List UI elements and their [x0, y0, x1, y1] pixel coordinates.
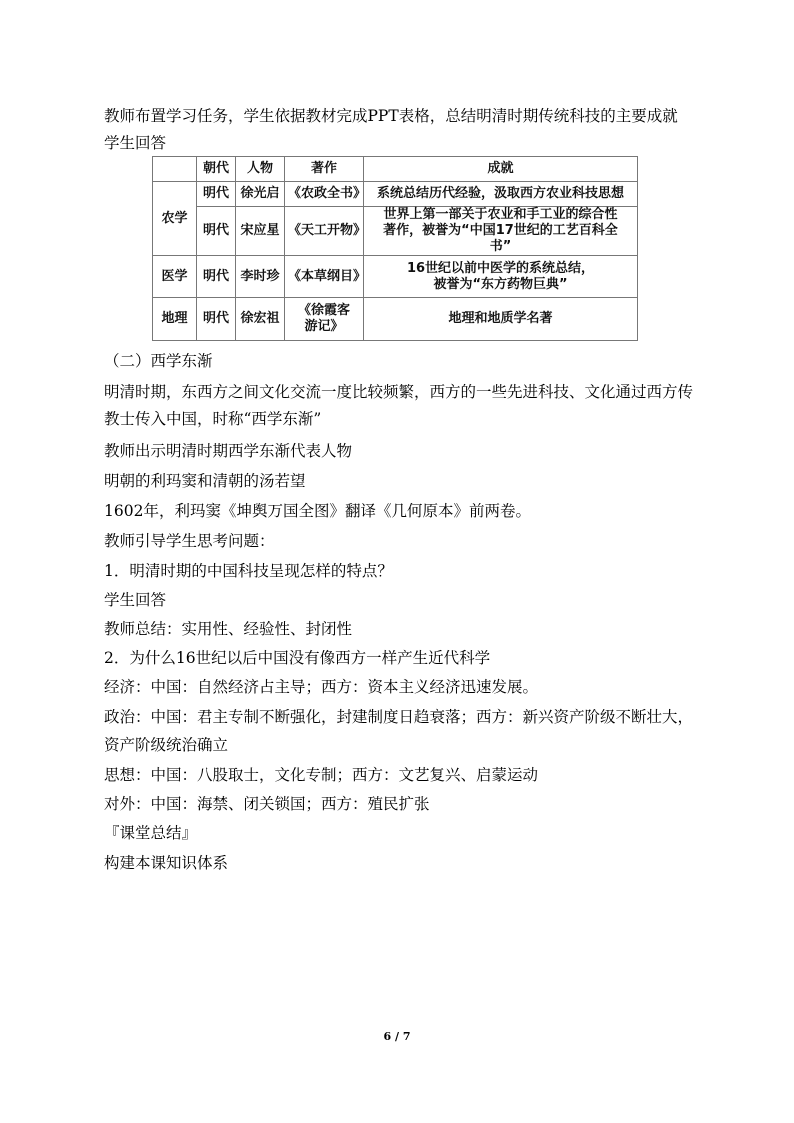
paragraph: 1602年，利玛窦《坤舆万国全图》翻译《几何原本》前两卷。: [104, 502, 531, 520]
person-cell: 李时珍: [236, 256, 285, 298]
paragraph: 思想：中国：八股取士，文化专制；西方：文艺复兴、启蒙运动: [104, 766, 539, 784]
dynasty-cell: 明代: [197, 256, 236, 298]
paragraph: 资产阶级统治确立: [104, 736, 229, 754]
dynasty-cell: 明代: [197, 207, 236, 256]
paragraph: 学生回答: [104, 591, 167, 609]
person-cell: 徐光启: [236, 182, 285, 207]
page-number: 6 / 7: [383, 1030, 411, 1043]
paragraph: 政治：中国：君主专制不断强化，封建制度日趋衰落；西方：新兴资产阶级不断壮大，: [104, 708, 694, 726]
paragraph: 教师出示明清时期西学东渐代表人物: [104, 442, 353, 460]
paragraph: 构建本课知识体系: [104, 854, 229, 872]
work-cell: 《农政全书》: [285, 182, 364, 207]
paragraph: 教师总结：实用性、经验性、封闭性: [104, 620, 353, 638]
table-row: [153, 207, 638, 256]
header-cell: [153, 157, 197, 182]
achievement-cell: 地理和地质学名著: [364, 298, 638, 341]
paragraph: 经济：中国：自然经济占主导；西方：资本主义经济迅速发展。: [104, 678, 539, 696]
table-row: [153, 256, 638, 298]
paragraph: 教士传入中国，时称“西学东渐”: [104, 410, 322, 428]
question: 2．为什么16世纪以后中国没有像西方一样产生近代科学: [104, 649, 491, 667]
person-cell: 徐宏祖: [236, 298, 285, 341]
field-cell: 农学: [153, 182, 197, 256]
paragraph: 明清时期，东西方之间文化交流一度比较频繁，西方的一些先进科技、文化通过西方传: [104, 383, 694, 401]
field-cell: 地理: [153, 298, 197, 341]
work-cell: 《徐霞客游记》: [285, 298, 364, 341]
dynasty-cell: 明代: [197, 298, 236, 341]
table-row: [153, 182, 638, 207]
table-row: [153, 298, 638, 341]
work-cell: 《天工开物》: [285, 207, 364, 256]
paragraph: 对外：中国：海禁、闭关锁国；西方：殖民扩张: [104, 795, 430, 813]
header-cell: 成就: [364, 157, 638, 182]
section-heading: （二）西学东渐: [104, 352, 213, 370]
header-cell: 朝代: [197, 157, 236, 182]
achievement-cell: 世界上第一部关于农业和手工业的综合性著作，被誉为“中国17世纪的工艺百科全书”: [364, 207, 638, 256]
header-cell: 著作: [285, 157, 364, 182]
header-cell: 人物: [236, 157, 285, 182]
achievement-cell: 16世纪以前中医学的系统总结，被誉为“东方药物巨典”: [364, 256, 638, 298]
field-cell: 医学: [153, 256, 197, 298]
work-cell: 《本草纲目》: [285, 256, 364, 298]
paragraph: 明朝的利玛窦和清朝的汤若望: [104, 472, 306, 490]
achievement-cell: 系统总结历代经验，汲取西方农业科技思想: [364, 182, 638, 207]
achievements-table: [152, 156, 638, 341]
paragraph: 教师引导学生思考问题：: [104, 532, 275, 550]
student-answer-label: 学生回答: [104, 134, 167, 152]
person-cell: 宋应星: [236, 207, 285, 256]
task-paragraph: 教师布置学习任务，学生依据教材完成PPT表格，总结明清时期传统科技的主要成就: [104, 107, 678, 125]
question: 1．明清时期的中国科技呈现怎样的特点？: [104, 562, 393, 580]
section-heading: 『课堂总结』: [104, 824, 198, 842]
table-header-row: [153, 157, 638, 182]
dynasty-cell: 明代: [197, 182, 236, 207]
